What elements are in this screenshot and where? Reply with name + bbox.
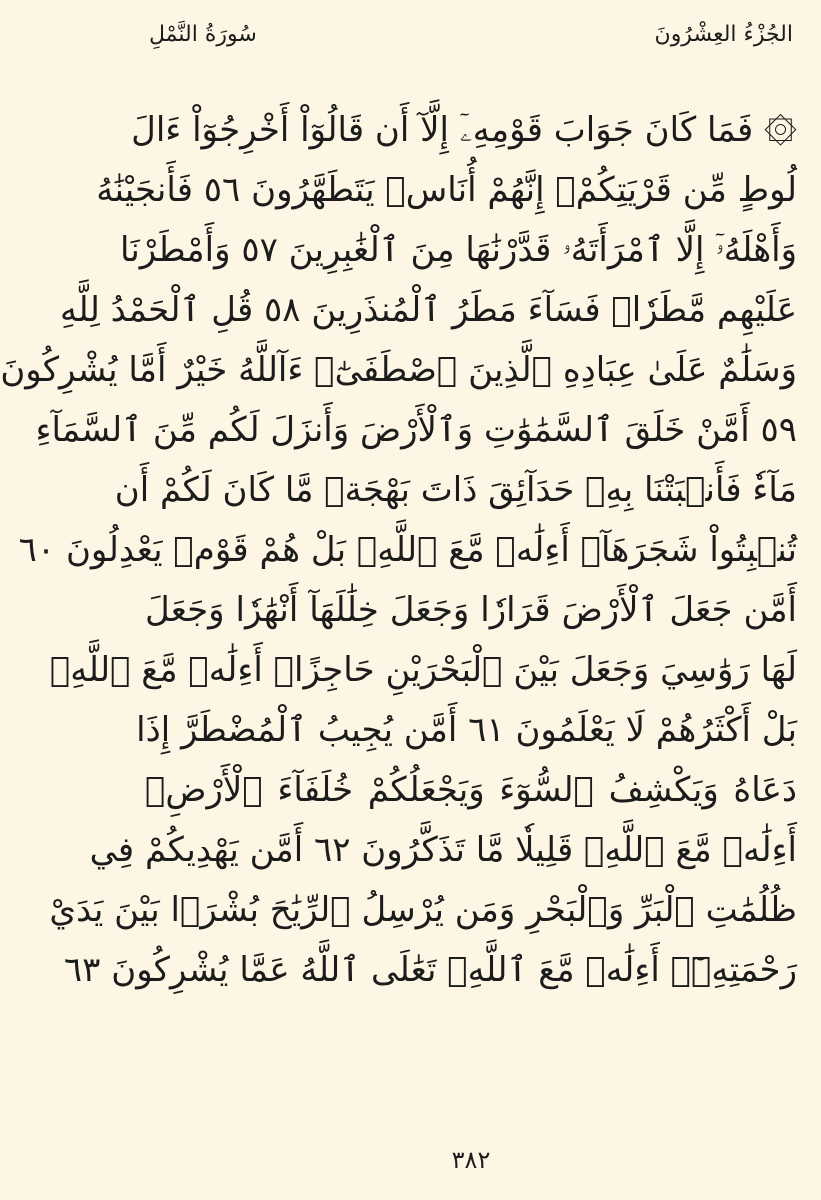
juz-name: الجُزْءُ العِشْرُونَ xyxy=(654,22,793,47)
text-line: لُوطٍ مِّن قَرْيَتِكُمْۖ إِنَّهُمْ أُنَاسٞ يَتَطَهَّرُونَ ٥٦ فَأَنجَيْنَٰهُ xyxy=(96,170,797,210)
text-line: عَلَيْهِم مَّطَرٗاۖ فَسَآءَ مَطَرُ ٱلْمُنذَرِينَ ٥٨ قُلِ ٱلْحَمْدُ لِلَّهِ xyxy=(60,290,797,330)
text-line: مَآءٗ فَأَنۢبَتْنَا بِهِۦ حَدَآئِقَ ذَاتَ بَهْجَةٖ مَّا كَانَ لَكُمْ أَن xyxy=(114,470,797,510)
text-line: بَلْ أَكْثَرُهُمْ لَا يَعْلَمُونَ ٦١ أَمَّن يُجِيبُ ٱلْمُضْطَرَّ إِذَا xyxy=(136,710,797,750)
text-line: أَمَّن جَعَلَ ٱلْأَرْضَ قَرَارٗا وَجَعَلَ خِلَٰلَهَآ أَنْهَٰرٗا وَجَعَلَ xyxy=(145,590,797,630)
text-line: رَحْمَتِهِۦٓۗ أَءِلَٰهٞ مَّعَ ٱللَّهِۚ تَعَٰلَى ٱللَّهُ عَمَّا يُشْرِكُونَ ٦٣ xyxy=(63,950,797,990)
text-line: وَسَلَٰمٌ عَلَىٰ عِبَادِهِ ٱلَّذِينَ ٱصْطَفَىٰٓۗ ءَآللَّهُ خَيْرٌ أَمَّا يُشْرِكُونَ xyxy=(0,350,797,390)
text-line: تُنۢبِتُواْ شَجَرَهَآۗ أَءِلَٰهٞ مَّعَ ٱللَّهِۚ بَلْ هُمْ قَوْمٞ يَعْدِلُونَ ٦٠ xyxy=(18,530,797,570)
text-line: أَءِلَٰهٞ مَّعَ ٱللَّهِۚ قَلِيلٗا مَّا تَذَكَّرُونَ ٦٢ أَمَّن يَهْدِيكُمْ فِي xyxy=(89,830,797,870)
text-line: ظُلُمَٰتِ ٱلْبَرِّ وَٱلْبَحْرِ وَمَن يُرْسِلُ ٱلرِّيَٰحَ بُشْرَۢا بَيْنَ يَدَيْ xyxy=(49,890,797,930)
text-line: وَأَهْلَهُۥٓ إِلَّا ٱمْرَأَتَهُۥ قَدَّرْنَٰهَا مِنَ ٱلْغَٰبِرِينَ ٥٧ وَأَمْطَرْنَا xyxy=(119,230,797,270)
text-line: ۞ فَمَا كَانَ جَوَابَ قَوْمِهِۦٓ إِلَّآ أَن قَالُوٓاْ أَخْرِجُوٓاْ ءَالَ xyxy=(131,110,797,150)
text-line: لَهَا رَوَٰسِيَ وَجَعَلَ بَيْنَ ٱلْبَحْرَيْنِ حَاجِزًاۗ أَءِلَٰهٞ مَّعَ ٱللَّهِۚ xyxy=(49,650,797,690)
page-number: ٣٨٢ xyxy=(451,1146,491,1174)
text-line: دَعَاهُ وَيَكْشِفُ ٱلسُّوٓءَ وَيَجْعَلُكُمْ خُلَفَآءَ ٱلْأَرْضِۗ xyxy=(145,770,797,810)
page-header xyxy=(121,0,821,62)
text-line: ٥٩ أَمَّنْ خَلَقَ ٱلسَّمَٰوَٰتِ وَٱلْأَرْضَ وَأَنزَلَ لَكُم مِّنَ ٱلسَّمَآءِ xyxy=(35,410,797,450)
surah-name: سُورَةُ النَّمْلِ xyxy=(149,22,257,47)
quran-text-block xyxy=(0,100,797,1000)
